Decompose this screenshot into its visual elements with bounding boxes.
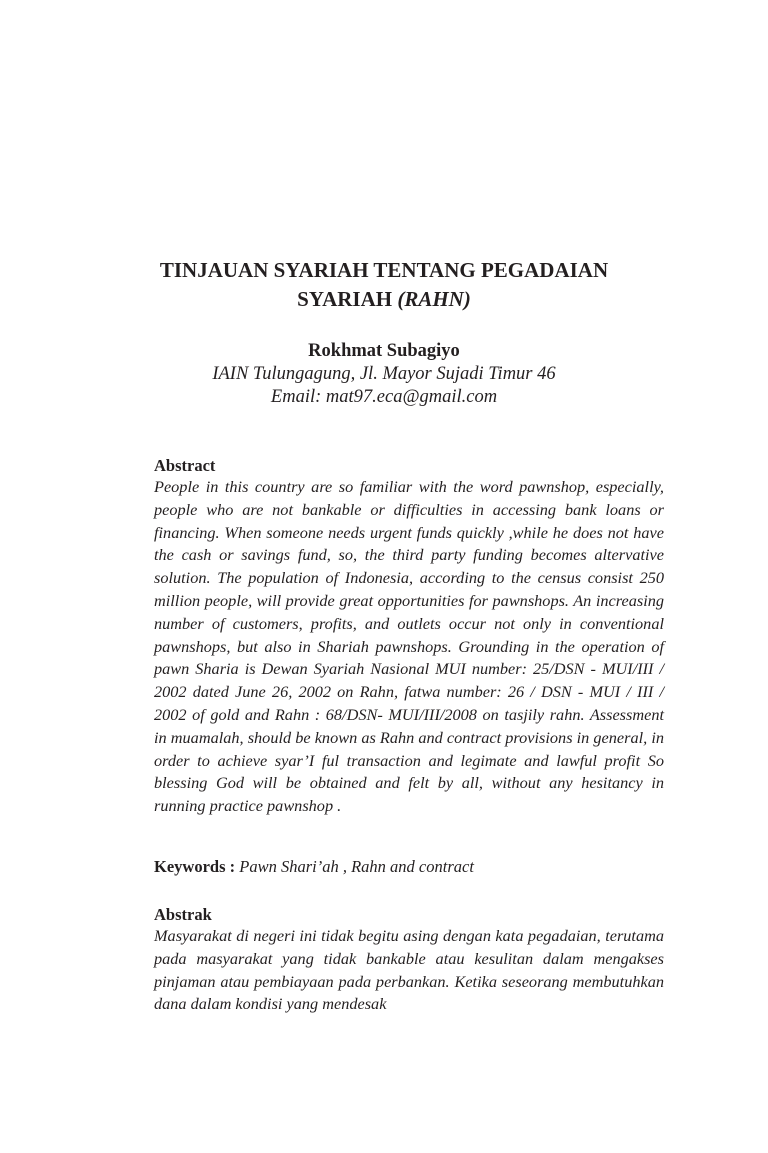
paper-title xyxy=(110,256,658,314)
author-email: Email: mat97.eca@gmail.com xyxy=(270,387,498,407)
keywords-label: Keywords : xyxy=(154,857,236,876)
abstrak-text: Masyarakat di negeri ini tidak begitu asing dengan kata pegadaian, terutama pada masyarakat yang tidak bankable atau kesulitan dalam mengakses pinjaman atau pembiayaan pada perbankan. Ketika seseorang membutuhkan dana dalam kondisi yang mendesak xyxy=(154,926,664,1014)
keywords-text: Pawn Shari’ah , Rahn and contract xyxy=(239,857,474,876)
abstract-section xyxy=(154,455,664,818)
paper-title-line1: TINJAUAN SYARIAH TENTANG PEGADAIAN xyxy=(159,258,609,282)
keywords-section xyxy=(154,856,664,878)
abstract-text: People in this country are so familiar with the word pawnshop, especially, people who are not bankable or difficulties in accessing bank loans or financing. When someone needs urgent funds quickly ,while he does not have the cash or savings fund, so, the third party funding becomes altervative solution. The population of Indonesia, according to the census consist 250 million people, will provide great opportunities for pawnshops. An increasing number of customers, profits, and outlets occur not only in conventional pawnshops, but also in Shariah pawnshops. Grounding in the operation of pawn Sharia is Dewan Syariah Nasional MUI number: 25/DSN - MUI/III / 2002 dated June 26, 2002 on Rahn, fatwa number: 26 / DSN - MUI / III / 2002 of gold and Rahn : 68/DSN- MUI/III/2008 on tasjily rahn. Assessment in muamalah, should be known as Rahn and contract provisions in general, in order to achieve syar’I ful transaction and legimate and lawful profit So blessing God will be obtained and felt by all, without any hesitancy in running practice pawnshop . xyxy=(154,477,664,816)
keywords-line xyxy=(154,856,664,878)
author-block xyxy=(110,340,658,409)
paper-title-rahn: (RAHN) xyxy=(397,287,471,311)
author-name: Rokhmat Subagiyo xyxy=(308,341,460,361)
abstract-heading: Abstract xyxy=(154,456,216,475)
abstrak-section xyxy=(154,904,664,1016)
author-affiliation: IAIN Tulungagung, Jl. Mayor Sujadi Timur 46 xyxy=(212,364,556,384)
abstrak-heading: Abstrak xyxy=(154,905,212,924)
paper-title-line2: SYARIAH xyxy=(297,287,393,311)
